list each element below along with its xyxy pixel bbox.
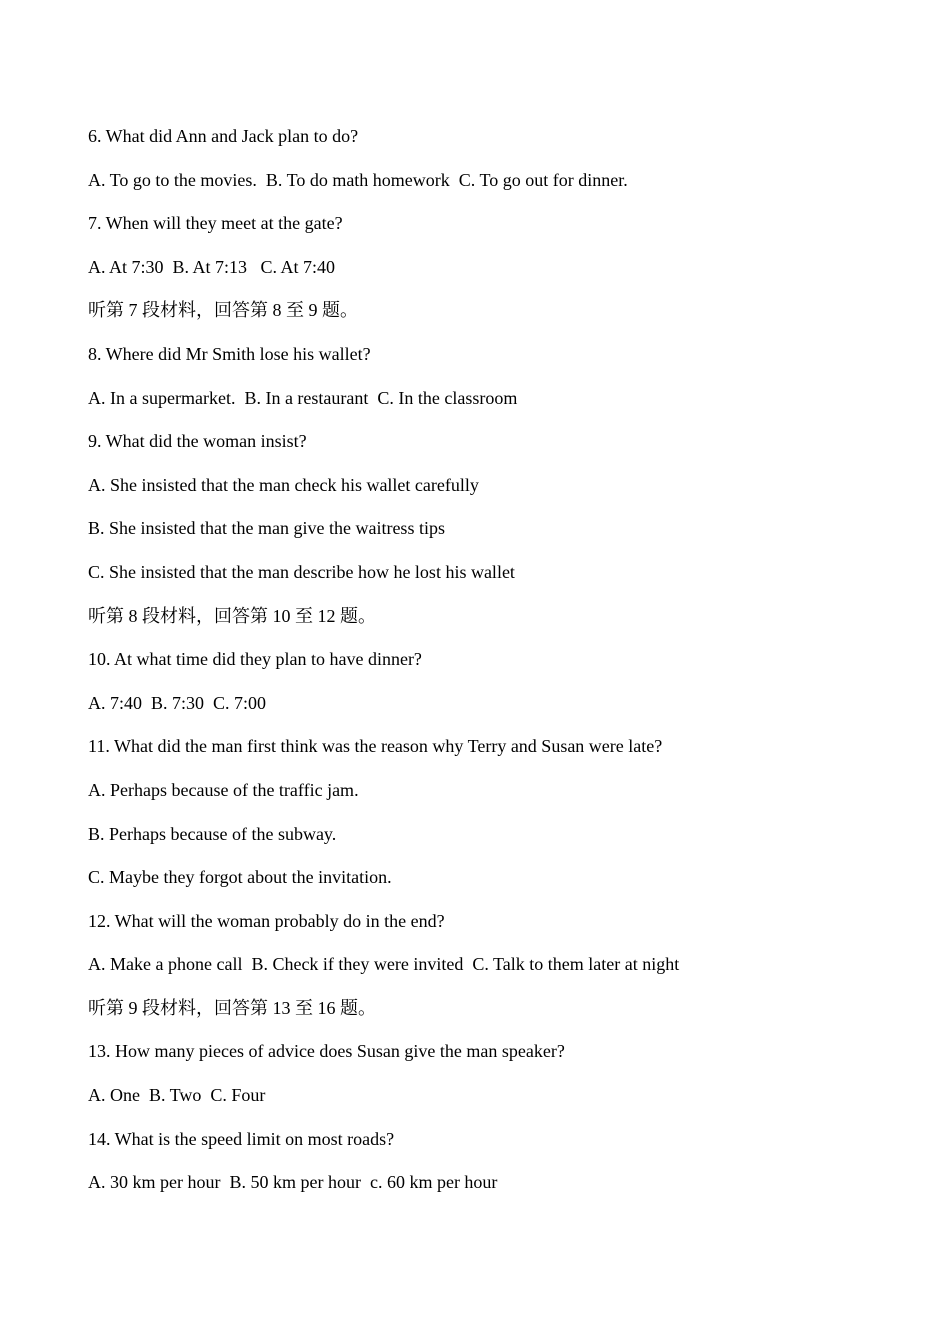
- section-instruction-7: 听第 7 段材料，回答第 8 至 9 题。: [88, 300, 358, 321]
- section-instruction-9: 听第 9 段材料，回答第 13 至 16 题。: [88, 997, 376, 1018]
- question-8-options: A. In a supermarket. B. In a restaurant C. In the classroom: [88, 387, 518, 408]
- question-9-option-b: B. She insisted that the man give the waitress tips: [88, 518, 445, 539]
- question-8: 8. Where did Mr Smith lose his wallet?: [88, 343, 371, 364]
- question-10-options: A. 7:40 B. 7:30 C. 7:00: [88, 692, 267, 713]
- question-6: 6. What did Ann and Jack plan to do?: [88, 126, 359, 146]
- question-6-options: A. To go to the movies. B. To do math homework C. To go out for dinner.: [88, 169, 628, 190]
- question-14: 14. What is the speed limit on most roads?: [88, 1128, 395, 1149]
- question-9-option-c: C. She insisted that the man describe how he lost his wallet: [88, 561, 515, 582]
- question-11-option-c: C. Maybe they forgot about the invitation.: [88, 867, 392, 888]
- question-11: 11. What did the man first think was the reason why Terry and Susan were late?: [88, 736, 663, 757]
- question-10: 10. At what time did they plan to have dinner?: [88, 649, 422, 670]
- question-9: 9. What did the woman insist?: [88, 431, 307, 452]
- listening-questions: [88, 125, 908, 1215]
- question-11-option-a: A. Perhaps because of the traffic jam.: [88, 779, 359, 800]
- question-12: 12. What will the woman probably do in the end?: [88, 910, 445, 931]
- section-instruction-8: 听第 8 段材料，回答第 10 至 12 题。: [88, 605, 376, 626]
- question-13: 13. How many pieces of advice does Susan give the man speaker?: [88, 1041, 565, 1062]
- question-7-options: A. At 7:30 B. At 7:13 C. At 7:40: [88, 256, 336, 277]
- question-12-options: A. Make a phone call B. Check if they were invited C. Talk to them later at night: [88, 954, 680, 975]
- question-14-options: A. 30 km per hour B. 50 km per hour c. 60 km per hour: [88, 1172, 498, 1193]
- question-9-option-a: A. She insisted that the man check his wallet carefully: [88, 474, 479, 495]
- question-11-option-b: B. Perhaps because of the subway.: [88, 823, 337, 844]
- question-13-options: A. One B. Two C. Four: [88, 1085, 266, 1106]
- question-7: 7. When will they meet at the gate?: [88, 213, 343, 234]
